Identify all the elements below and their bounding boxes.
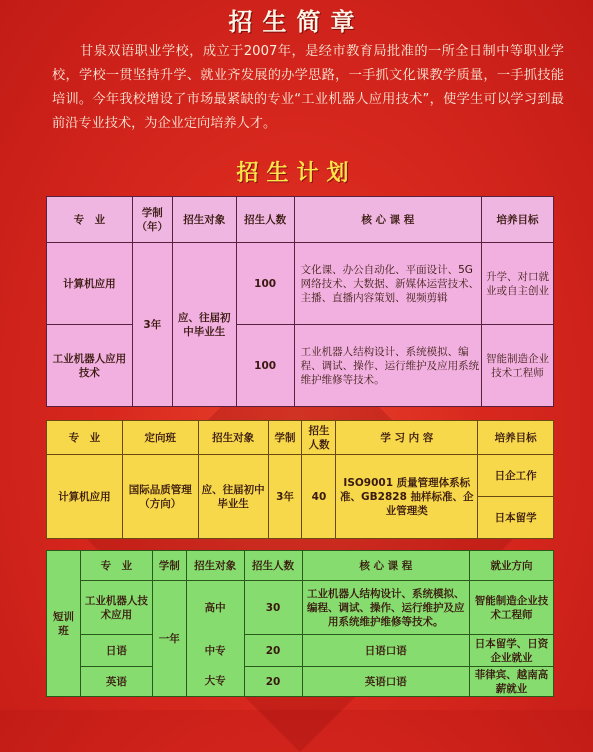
table-row [47, 243, 554, 325]
header-cell: 学制（年） [132, 197, 172, 243]
major-cell: 工业机器人应用技术 [47, 325, 133, 407]
major-cell: 计算机应用 [47, 455, 123, 539]
header-cell: 就业方向 [470, 551, 554, 581]
courses-cell: 工业机器人结构设计、系统模拟、编程、调试、操作、运行维护及应用系统维护维修等技术。 [302, 581, 470, 635]
target-cell: 应、往届初中毕业生 [172, 243, 236, 407]
table-row [47, 635, 554, 667]
count-cell: 30 [244, 581, 302, 635]
goal-cell: 菲律宾、越南高薪就业 [470, 667, 554, 697]
table-row [47, 667, 554, 697]
courses-cell: 工业机器人结构设计、系统模拟、编程、调试、操作、运行维护及应用系统维护维修等技术。 [294, 325, 482, 407]
class-cell: 国际品质管理（方向） [122, 455, 198, 539]
major-cell: 日语 [80, 635, 152, 667]
target-cell: 高中 [186, 581, 244, 635]
table-row [47, 455, 554, 497]
table-header-row [47, 197, 554, 243]
courses-cell: 英语口语 [302, 667, 470, 697]
courses-cell: 日语口语 [302, 635, 470, 667]
table-header-row [47, 551, 554, 581]
directional-class-table [46, 420, 554, 539]
header-cell: 专 业 [47, 197, 133, 243]
header-cell: 学制 [268, 421, 302, 455]
enrollment-plan-table [46, 196, 554, 407]
header-cell: 专 业 [80, 551, 152, 581]
page-title: 招生简章 [228, 8, 365, 36]
table-row [47, 581, 554, 635]
duration-cell: 3年 [268, 455, 302, 539]
count-cell: 40 [302, 455, 336, 539]
header-cell: 招生对象 [172, 197, 236, 243]
duration-cell: 一年 [152, 581, 186, 697]
header-cell: 招生人数 [244, 551, 302, 581]
goal-cell: 升学、对口就业或自主创业 [482, 243, 554, 325]
plan-title: 招生计划 [236, 161, 357, 186]
target-cell: 中专 [186, 635, 244, 667]
header-cell: 招生人数 [236, 197, 294, 243]
header-cell: 培养目标 [478, 421, 554, 455]
header-cell: 专 业 [47, 421, 123, 455]
goal-cell: 日本留学、日资企业就业 [470, 635, 554, 667]
goal-cell: 智能制造企业技术工程师 [470, 581, 554, 635]
header-cell: 招生人数 [302, 421, 336, 455]
table-row [47, 325, 554, 407]
short-training-table [46, 550, 554, 697]
table-header-row [47, 421, 554, 455]
header-cell: 招生对象 [186, 551, 244, 581]
count-cell: 100 [236, 243, 294, 325]
intro-paragraph: 甘泉双语职业学校，成立于2007年，是经市教育局批准的一所全日制中等职业学校，学校一贯坚持升学、就业齐发展的办学思路，一手抓文化课教学质量，一手抓技能培训。今年我校增设了市场最紧缺的专业“工业机器人应用技术”，使学生可以学习到最前沿专业技术，为企业定向培养人才。 [52, 44, 564, 131]
header-cell: 培养目标 [482, 197, 554, 243]
group-cell: 短训班 [47, 551, 81, 697]
duration-cell: 3年 [132, 243, 172, 407]
goal-cell: 日企工作 [478, 455, 554, 497]
target-cell: 应、往届初中毕业生 [198, 455, 268, 539]
count-cell: 20 [244, 667, 302, 697]
goal-cell: 智能制造企业技术工程师 [482, 325, 554, 407]
major-cell: 计算机应用 [47, 243, 133, 325]
count-cell: 20 [244, 635, 302, 667]
header-cell: 核 心 课 程 [302, 551, 470, 581]
content-cell: ISO9001 质量管理体系标准、GB2828 抽样标准、企业管理类 [336, 455, 478, 539]
header-cell: 招生对象 [198, 421, 268, 455]
header-cell: 学 习 内 容 [336, 421, 478, 455]
target-cell: 大专 [186, 667, 244, 697]
header-cell: 核 心 课 程 [294, 197, 482, 243]
header-cell: 学制 [152, 551, 186, 581]
goal-cell: 日本留学 [478, 497, 554, 539]
header-cell: 定向班 [122, 421, 198, 455]
major-cell: 工业机器人技术应用 [80, 581, 152, 635]
count-cell: 100 [236, 325, 294, 407]
courses-cell: 文化课、办公自动化、平面设计、5G 网络技术、大数据、新媒体运营技术、主播、直播内容策划、视频剪辑 [294, 243, 482, 325]
major-cell: 英语 [80, 667, 152, 697]
